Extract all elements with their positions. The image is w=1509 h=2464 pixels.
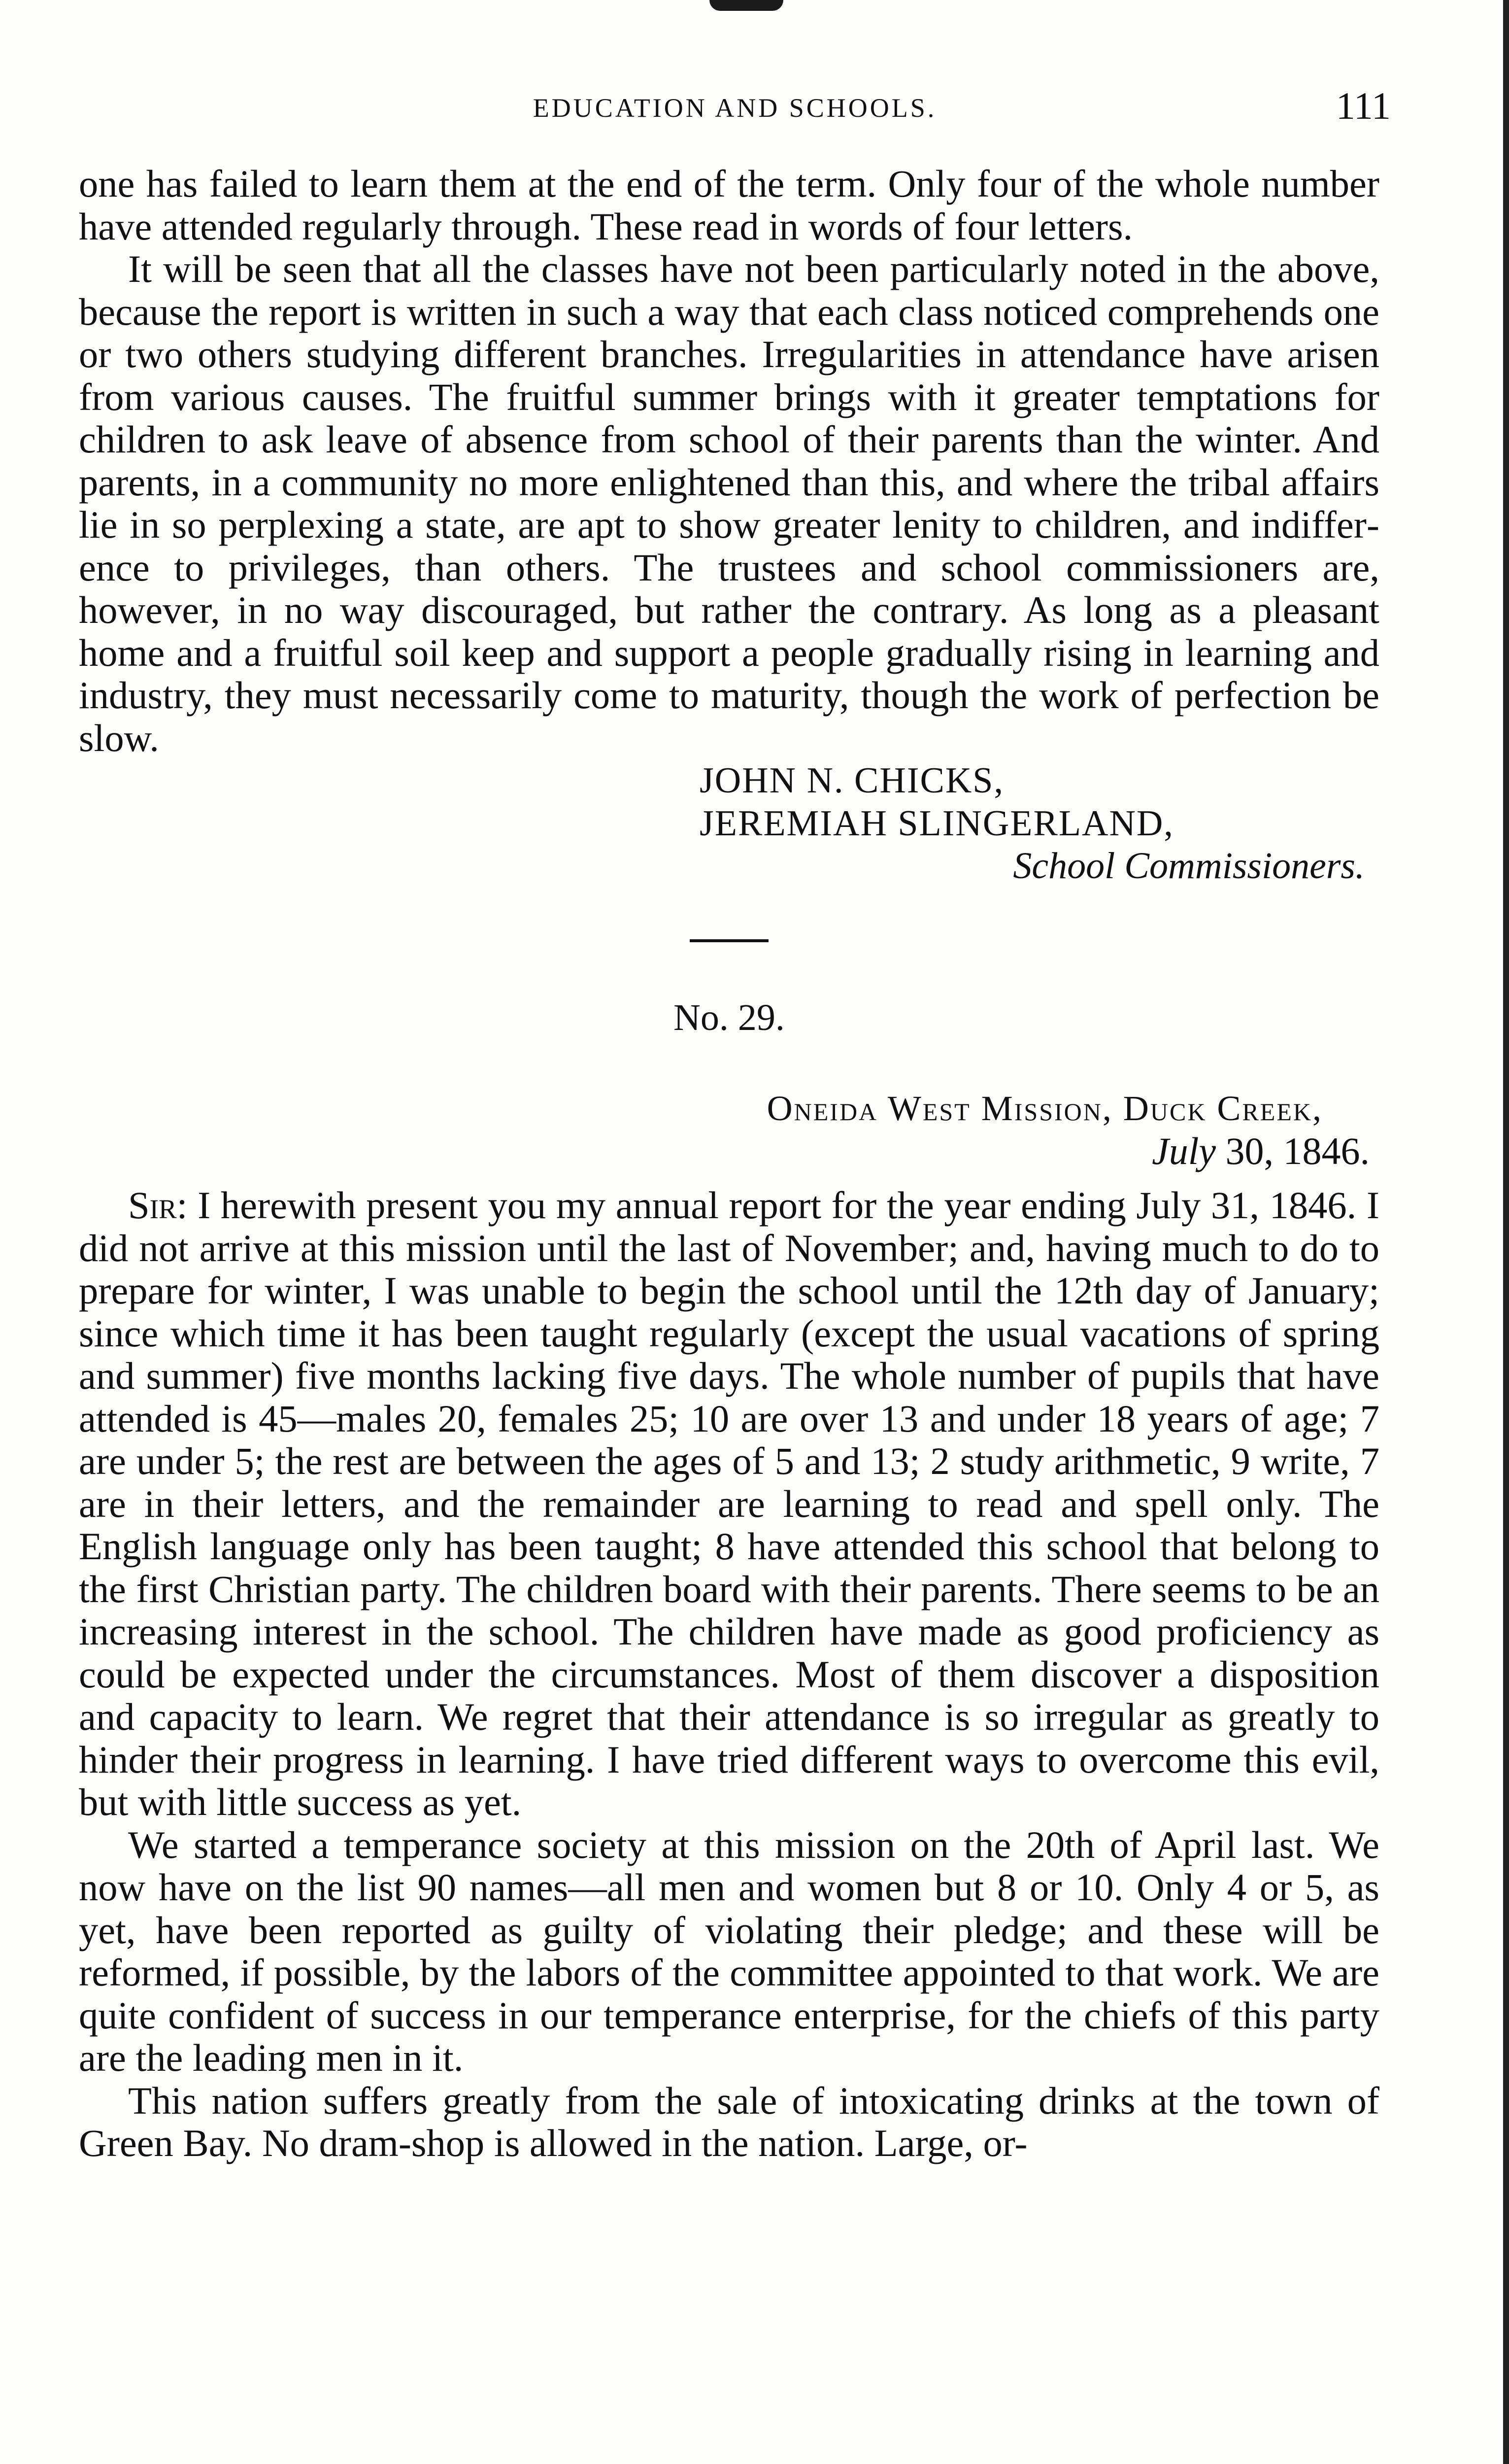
running-head <box>79 84 1391 128</box>
signatory-name: JEREMIAH SLINGERLAND, <box>700 803 1174 844</box>
signatory-title: School Commissioners. <box>1013 845 1365 887</box>
date-month: July <box>1152 1129 1216 1172</box>
letter-place: Oneida West Mission, Duck Creek, <box>767 1089 1323 1128</box>
body-paragraph: It will be seen that all the classes have not been particularly noted in the above, because the report is written in such a way that each class noticed comprehends one or two others studying different branches. Irregularities in attendance have arisen from various causes. The fruitful summer brings with it greater temptations for children to ask leave of absence from school of their parents than the winter. And parents, in a community no more enlightened than this, and where the tribal affairs lie in so perplexing a state, are apt to show greater lenity to children, and indifference to privileges, than others. The trustees and school commissioners are, however, in no way discouraged, but rather the contrary. As long as a pleasant home and a fruitful soil keep and support a people gradually rising in learning and industry, they must necessarily come to maturity, though the work of perfection be slow. <box>79 247 1379 759</box>
page-body <box>79 163 1379 2165</box>
ink-blot <box>709 0 783 11</box>
document-number: No. 29. <box>673 996 785 1038</box>
body-paragraph: This nation suffers greatly from the sale of intoxicating drinks at the town of Green Bay. No dram-shop is allowed in the nation. Large, or- <box>79 2079 1379 2164</box>
salutation: Sir <box>128 1184 177 1227</box>
report-29 <box>79 996 1379 2165</box>
page-number: 111 <box>1336 84 1391 127</box>
letter-paragraph-text: : I herewith present you my annual report for the year ending July 31, 1846. I did not arrive at this mission until the last of November; and, having much to do to prepare for winter, I was unable to begin the school until the 12th day of January; since which time it has been taught regularly (except the usual vacations of spring and summer) five months lacking five days. The whole number of pupils that have attended is 45—males 20, females 25; 10 are over 13 and under 18 years of age; 7 are under 5; the rest are between the ages of 5 and 13; 2 study arithmetic, 9 write, 7 are in their letters, and the remainder are learning to read and spell only. The English language only has been taught; 8 have attended this school that belong to the first Christian party. The children board with their parents. There seems to be an increasing interest in the school. The children have made as good proficiency as could be expected under the circumstances. Most of them discover a disposition and capacity to learn. We regret that their attendance is so irregular as greatly to hinder their progress in learning. I have tried different ways to overcome this evil, but with little success as yet. <box>79 1184 1379 1823</box>
signatory-name: JOHN N. CHICKS, <box>700 760 1004 801</box>
continued-paragraph: one has failed to learn them at the end of the term. Only four of the whole number have attended regularly through. These read in words of four letters. <box>79 162 1379 248</box>
body-paragraph: We started a temperance society at this mission on the 20th of April last. We now have on the list 90 names—all men and women but 8 or 10. Only 4 or 5, as yet, have been reported as guilty of violating their pledge; and these will be reformed, if possible, by the labors of the committee appointed to that work. We are quite confident of success in our temperance enterprise, for the chiefs of this party are the leading men in it. <box>79 1823 1379 2079</box>
report-28-conclusion <box>79 163 1379 888</box>
letter-paragraph <box>79 1184 1379 1824</box>
page-edge-shadow <box>1503 0 1509 2464</box>
letter-date <box>79 1130 1379 1173</box>
signature-block <box>79 759 1379 845</box>
running-title: EDUCATION AND SCHOOLS. <box>533 93 937 123</box>
date-day-year: 30, 1846. <box>1216 1129 1370 1172</box>
section-divider <box>690 939 769 942</box>
